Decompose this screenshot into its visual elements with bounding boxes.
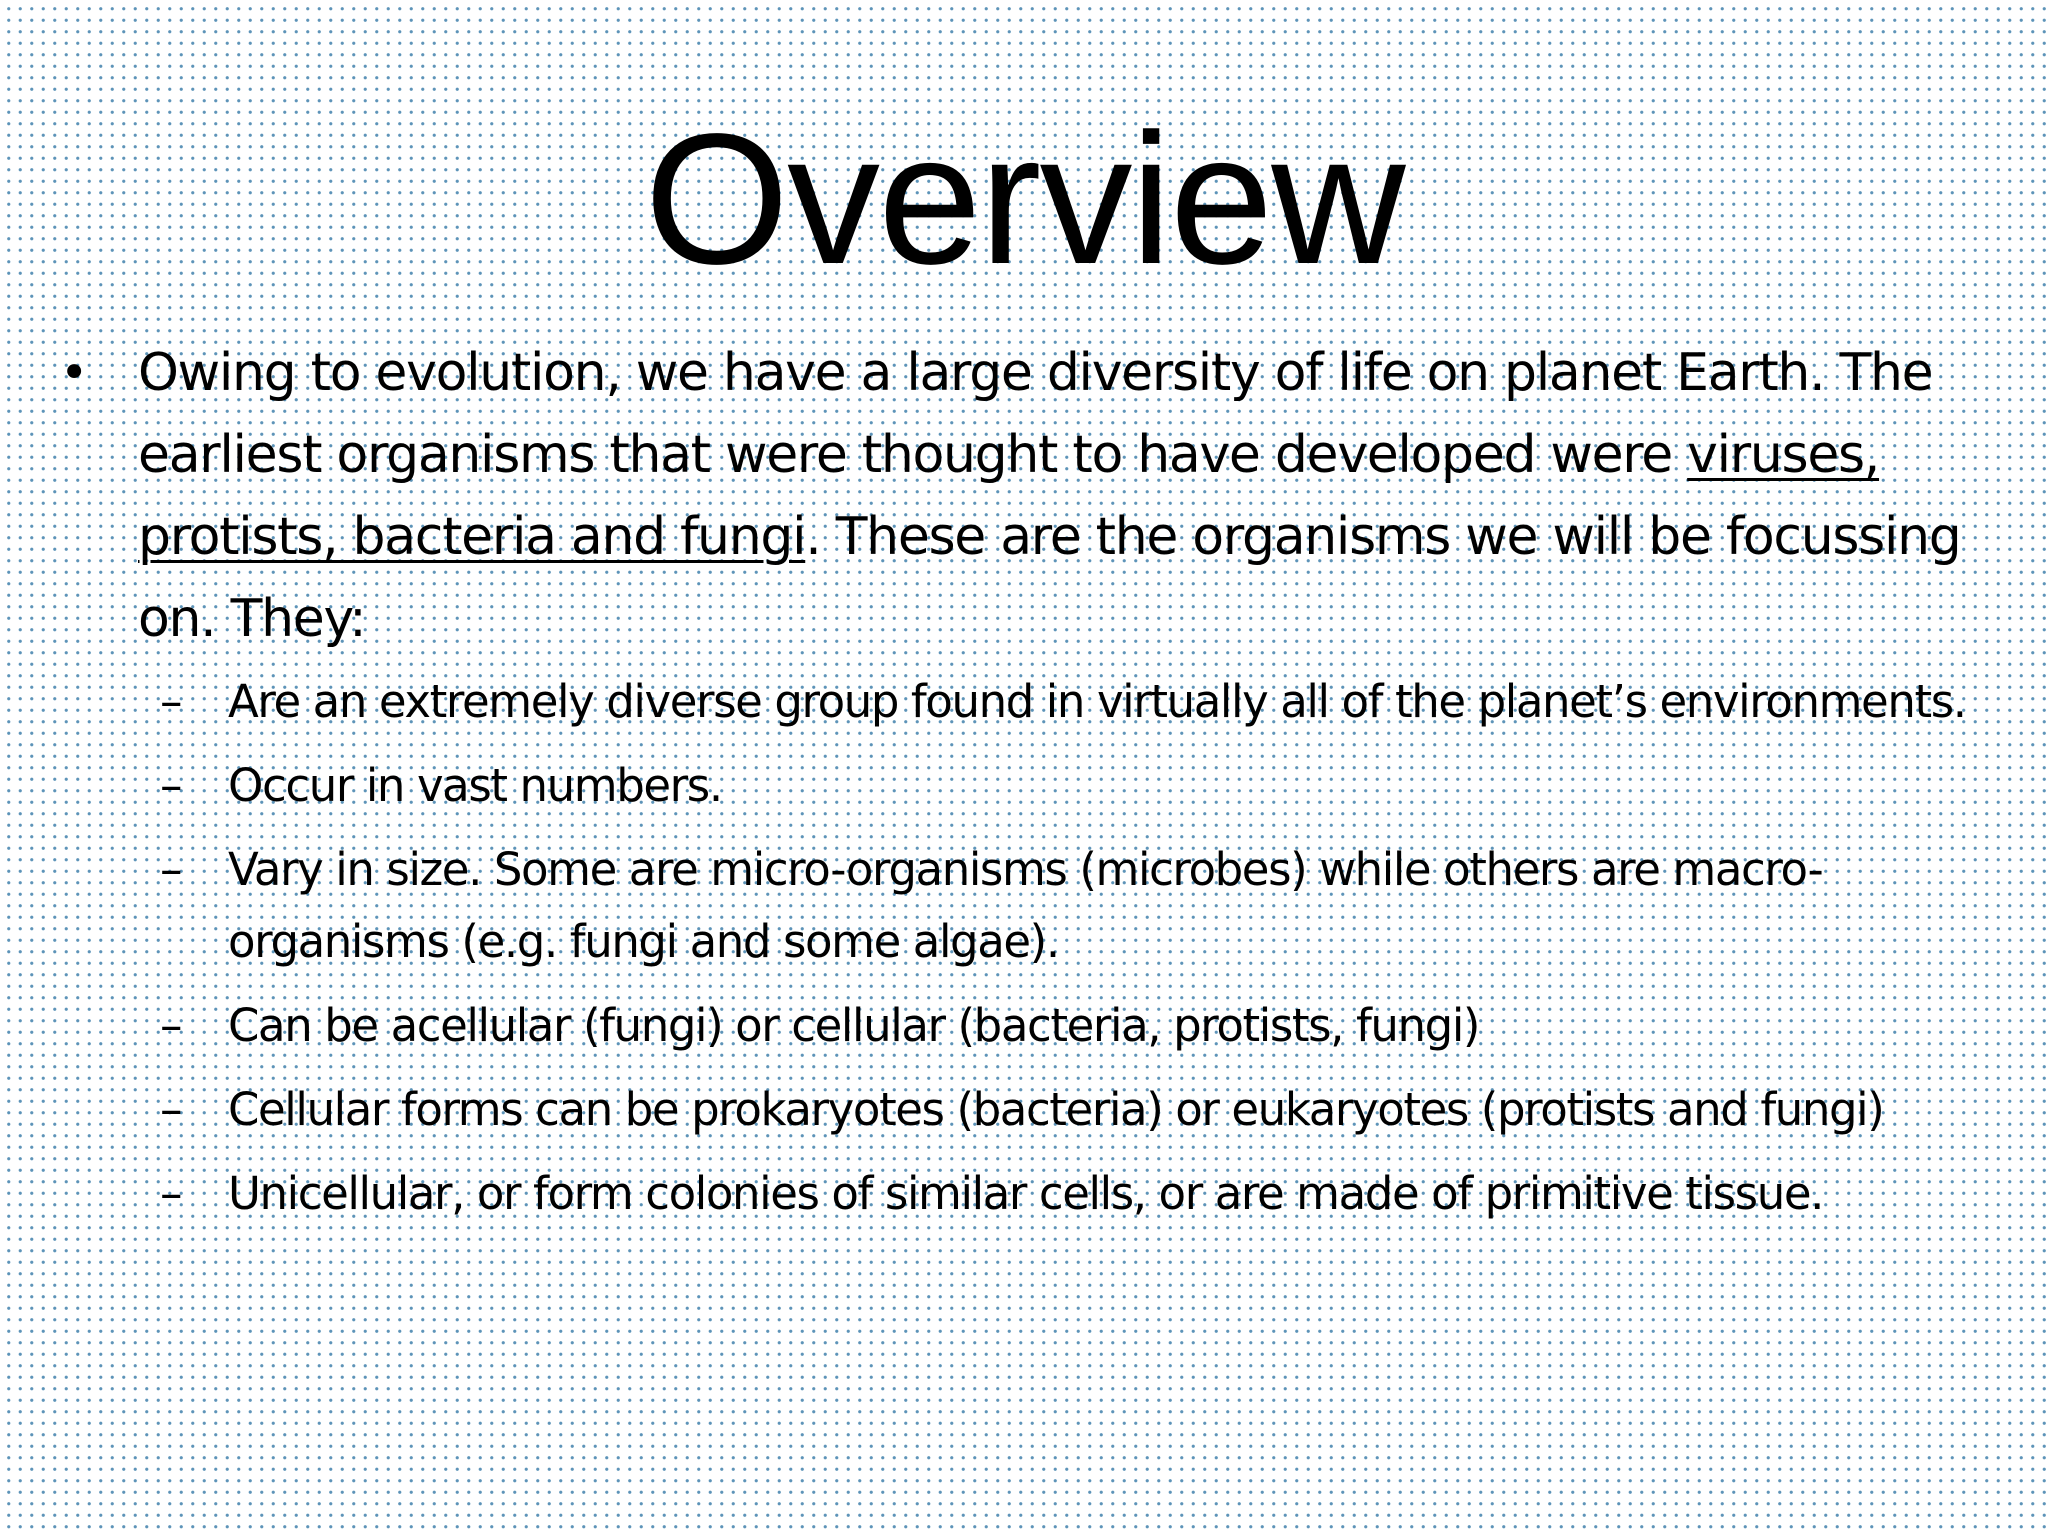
dash-icon: – bbox=[160, 843, 182, 896]
sub-bullet-text: Unicellular, or form colonies of similar cells, or are made of primitive tissue. bbox=[228, 1167, 1824, 1220]
sub-bullet-item bbox=[60, 1158, 2000, 1230]
main-point-text-after: . These are the organisms we will be focussing on. They: bbox=[138, 507, 1961, 649]
sub-bullet-item bbox=[60, 666, 2000, 738]
main-point-text-before: Owing to evolution, we have a large diversity of life on planet Earth. The earliest organisms that were thought to have developed were bbox=[138, 343, 1933, 485]
sub-bullet-text: Cellular forms can be prokaryotes (bacteria) or eukaryotes (protists and fungi) bbox=[228, 1083, 1884, 1136]
sub-bullet-text: Occur in vast numbers. bbox=[228, 759, 722, 812]
sub-bullet-text: Can be acellular (fungi) or cellular (bacteria, protists, fungi) bbox=[228, 999, 1480, 1052]
bullet-icon: • bbox=[60, 345, 88, 401]
main-point-underlined: viruses, protists, bacteria and fungi bbox=[138, 425, 1880, 567]
sub-bullet-item bbox=[60, 834, 2000, 978]
sub-bullet-text: Vary in size. Some are micro-organisms (microbes) while others are macro-organisms (e.g. fungi and some algae). bbox=[228, 843, 1823, 968]
dash-icon: – bbox=[160, 1167, 182, 1220]
dash-icon: – bbox=[160, 759, 182, 812]
dash-icon: – bbox=[160, 1083, 182, 1136]
slide-body bbox=[60, 332, 2000, 1242]
slide-title: Overview bbox=[644, 96, 1404, 303]
sub-bullet-text: Are an extremely diverse group found in virtually all of the planet’s environments. bbox=[228, 675, 1966, 728]
sub-bullet-item bbox=[60, 750, 2000, 822]
dash-icon: – bbox=[160, 675, 182, 728]
sub-bullet-list bbox=[60, 666, 2000, 1230]
sub-bullet-item bbox=[60, 1074, 2000, 1146]
main-bullet-item bbox=[60, 332, 2000, 660]
sub-bullet-item bbox=[60, 990, 2000, 1062]
dash-icon: – bbox=[160, 999, 182, 1052]
